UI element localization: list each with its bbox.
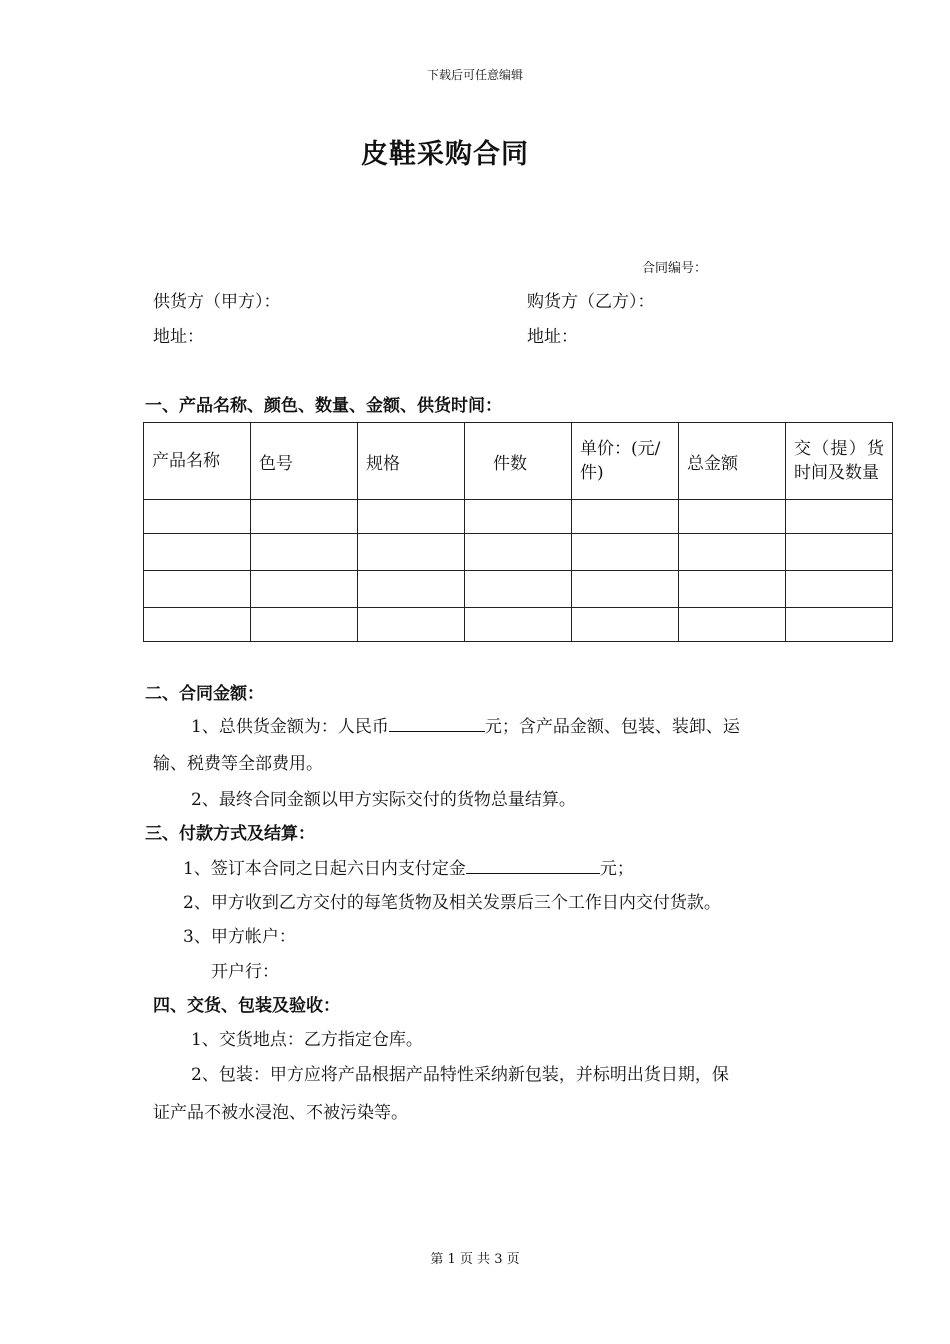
table-cell[interactable] <box>572 608 679 642</box>
header-specification: 规格 <box>358 423 465 500</box>
table-row <box>144 500 893 534</box>
buyer-label: 购货方（乙方）： <box>527 292 655 312</box>
section-2-paragraph-1-cont: 输、税费等全部费用。 <box>153 754 323 774</box>
header-delivery-time: 交（提）货时间及数量 <box>786 423 893 500</box>
header-total-amount: 总金额 <box>679 423 786 500</box>
total-amount-blank[interactable] <box>389 714 485 732</box>
contract-number-label: 合同编号： <box>642 261 708 276</box>
header-color-code: 色号 <box>251 423 358 500</box>
table-row <box>144 571 893 608</box>
deposit-amount-blank[interactable] <box>466 856 600 874</box>
table-cell[interactable] <box>144 608 251 642</box>
table-cell[interactable] <box>786 500 893 534</box>
section-3-paragraph-1 <box>183 854 634 879</box>
section-4-heading: 四、交货、包装及验收： <box>153 996 340 1016</box>
deposit-label: 1、签订本合同之日起六日内支付定金 <box>183 859 466 879</box>
table-cell[interactable] <box>465 534 572 571</box>
table-cell[interactable] <box>251 534 358 571</box>
section-4-paragraph-2-cont: 证产品不被水浸泡、不被污染等。 <box>153 1103 408 1123</box>
supplier-label: 供货方（甲方）： <box>153 292 281 312</box>
table-cell[interactable] <box>144 500 251 534</box>
table-cell[interactable] <box>358 500 465 534</box>
section-2-paragraph-2: 2、最终合同金额以甲方实际交付的货物总量结算。 <box>191 790 576 810</box>
total-amount-label: 1、总供货金额为：人民币 <box>191 717 389 737</box>
section-3-paragraph-4: 开户行： <box>211 962 279 982</box>
product-table <box>143 422 893 642</box>
document-title: 皮鞋采购合同 <box>361 139 529 170</box>
table-cell[interactable] <box>358 608 465 642</box>
table-row <box>144 534 893 571</box>
header-note: 下载后可任意编辑 <box>426 68 523 82</box>
table-cell[interactable] <box>786 534 893 571</box>
section-4-paragraph-2: 2、包装：甲方应将产品根据产品特性采纳新包装，并标明出货日期，保 <box>191 1065 729 1085</box>
table-cell[interactable] <box>251 608 358 642</box>
section-2-heading: 二、合同金额： <box>145 684 264 704</box>
section-3-heading: 三、付款方式及结算： <box>145 824 315 844</box>
table-cell[interactable] <box>572 534 679 571</box>
table-cell[interactable] <box>465 571 572 608</box>
table-cell[interactable] <box>679 571 786 608</box>
table-cell[interactable] <box>358 534 465 571</box>
table-header-row <box>144 423 893 500</box>
table-cell[interactable] <box>572 571 679 608</box>
deposit-suffix: 元； <box>599 859 634 879</box>
table-cell[interactable] <box>251 571 358 608</box>
table-cell[interactable] <box>679 500 786 534</box>
table-cell[interactable] <box>465 500 572 534</box>
table-row <box>144 608 893 642</box>
section-1-heading: 一、产品名称、颜色、数量、金额、供货时间： <box>145 396 502 416</box>
table-cell[interactable] <box>786 608 893 642</box>
page-footer: 第 1 页 共 3 页 <box>430 1252 520 1267</box>
table-cell[interactable] <box>251 500 358 534</box>
header-quantity: 件数 <box>465 423 572 500</box>
section-2-paragraph-1 <box>191 712 740 737</box>
table-cell[interactable] <box>144 534 251 571</box>
section-3-paragraph-2: 2、甲方收到乙方交付的每笔货物及相关发票后三个工作日内交付货款。 <box>183 893 721 913</box>
table-cell[interactable] <box>572 500 679 534</box>
table-cell[interactable] <box>465 608 572 642</box>
table-cell[interactable] <box>679 534 786 571</box>
table-cell[interactable] <box>786 571 893 608</box>
table-cell[interactable] <box>679 608 786 642</box>
table-cell[interactable] <box>144 571 251 608</box>
total-amount-suffix: 元；含产品金额、包装、装卸、运 <box>484 717 740 737</box>
header-product-name: 产品名称 <box>144 423 251 500</box>
section-4-paragraph-1: 1、交货地点：乙方指定仓库。 <box>191 1030 423 1050</box>
section-3-paragraph-3: 3、甲方帐户： <box>183 927 296 947</box>
table-cell[interactable] <box>358 571 465 608</box>
buyer-address-label: 地址： <box>527 327 578 347</box>
supplier-address-label: 地址： <box>153 327 204 347</box>
header-unit-price: 单价：(元/件) <box>572 423 679 500</box>
